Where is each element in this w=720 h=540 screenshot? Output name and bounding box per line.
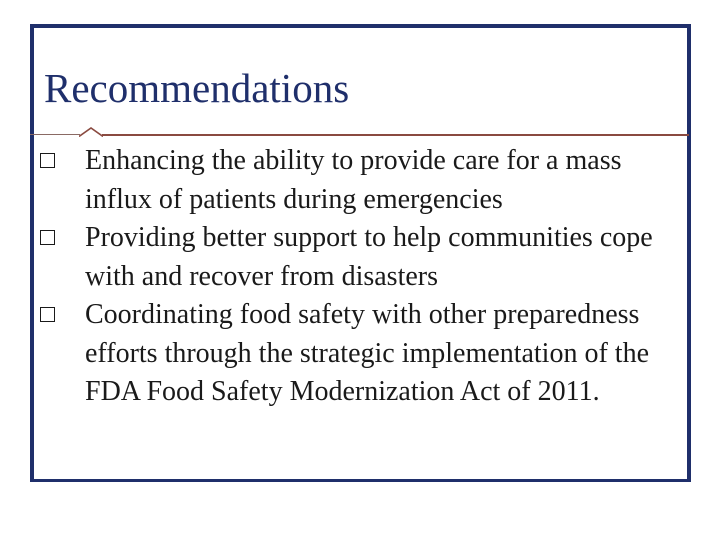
slide-border-left — [30, 24, 34, 482]
bullet-text: Providing better support to help communities cope with and recover from disasters — [85, 222, 653, 292]
bullet-list — [40, 142, 680, 412]
hollow-square-bullet-icon — [40, 153, 55, 168]
slide-title: Recommendations — [44, 65, 350, 111]
bullet-item — [40, 219, 680, 296]
caret-divider-icon — [79, 127, 103, 137]
bullet-text: Enhancing the ability to provide care for a mass influx of patients during emergencies — [85, 145, 622, 215]
slide-border-right — [687, 24, 691, 482]
hollow-square-bullet-icon — [40, 307, 55, 322]
title-rule-left — [30, 134, 80, 135]
slide — [30, 24, 691, 482]
bullet-item — [40, 142, 680, 219]
bullet-text: Coordinating food safety with other preparedness efforts through the strategic implementation of the FDA Food Safety Modernization Act of 2011. — [85, 299, 649, 407]
hollow-square-bullet-icon — [40, 230, 55, 245]
slide-border-top — [30, 24, 691, 28]
title-rule-right — [102, 134, 689, 136]
slide-border-bottom — [30, 479, 691, 482]
bullet-item — [40, 296, 680, 412]
